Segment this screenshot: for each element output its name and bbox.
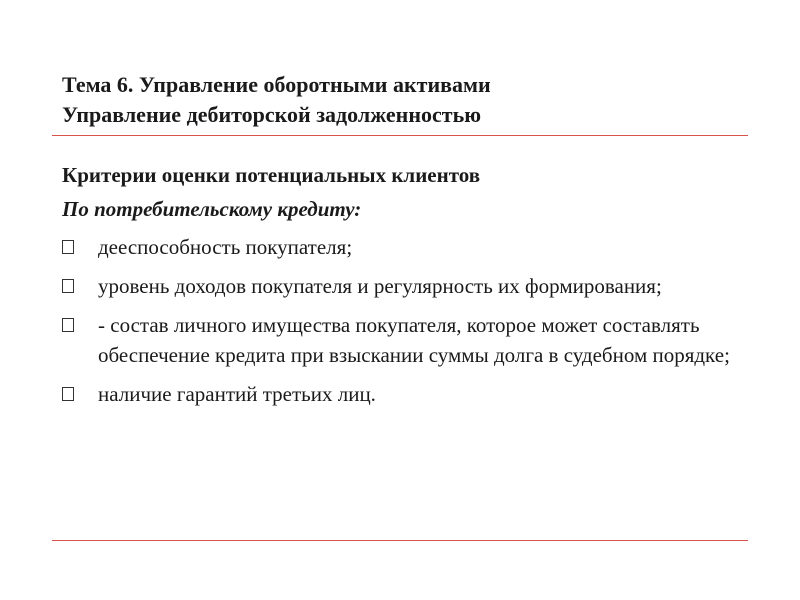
square-bullet-icon xyxy=(62,318,74,332)
list-item xyxy=(62,232,762,262)
square-bullet-icon xyxy=(62,387,74,401)
criteria-heading: Критерии оценки потенциальных клиентов xyxy=(62,163,481,187)
square-bullet-icon xyxy=(62,240,74,254)
bottom-divider xyxy=(52,540,748,541)
list-item-text: - состав личного имущества покупателя, которое может составлять обеспечение кредита при взыскании суммы долга в судебном порядке; xyxy=(98,313,730,367)
top-divider xyxy=(52,135,748,136)
slide-content xyxy=(62,160,762,418)
list-item-text: дееспособность покупателя; xyxy=(98,235,353,259)
list-item-text: уровень доходов покупателя и регулярность их формирования; xyxy=(98,274,662,298)
square-bullet-icon xyxy=(62,279,74,293)
section-label: По потребительскому кредиту: xyxy=(62,197,362,221)
list-item xyxy=(62,310,762,370)
slide-title xyxy=(62,70,752,130)
list-item xyxy=(62,379,762,409)
title-line-1: Тема 6. Управление оборотными активами xyxy=(62,72,491,97)
criteria-list xyxy=(62,232,762,409)
list-item-text: наличие гарантий третьих лиц. xyxy=(98,382,376,406)
title-line-2: Управление дебиторской задолженностью xyxy=(62,102,482,127)
list-item xyxy=(62,271,762,301)
